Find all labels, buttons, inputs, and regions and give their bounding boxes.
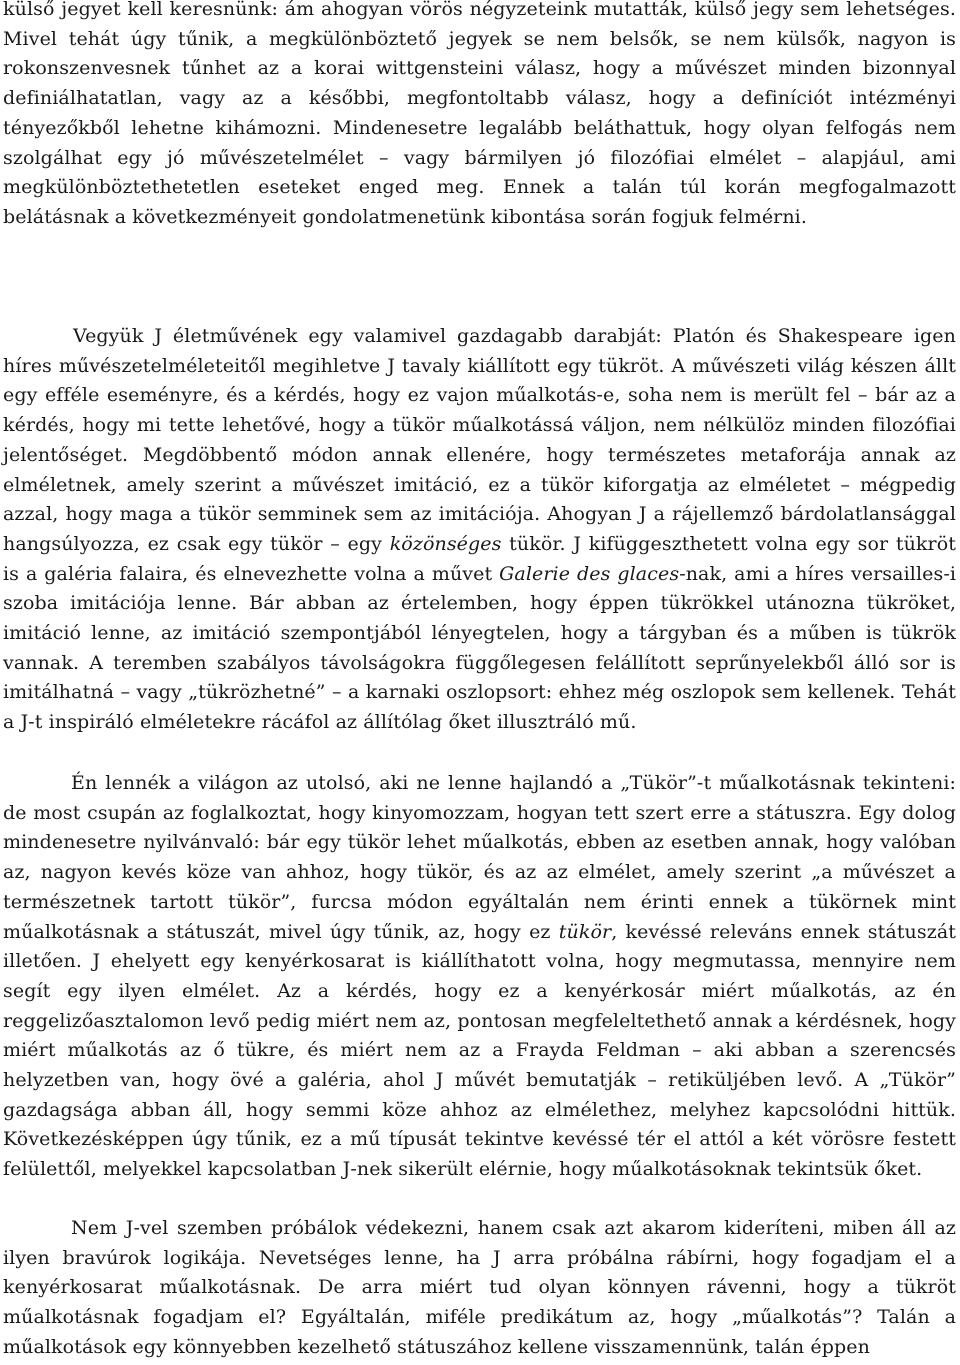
- paragraph-2-text-a: Vegyük J életművének egy valamivel gazdagabb darabját: Platón és Shakespeare igen híres művészetelméleteitől megihletve J tavaly kiállított egy tükröt. A művészeti világ készen állt egy efféle eseményre, és a kérdés, hogy ez vajon műalkotás-e, soha nem is merült fel – bár az a kérdés, hogy mi tette lehetővé, hogy a tükör műalkotássá váljon, nem nélkülöz minden filozófiai jelentőséget. Megdöbbentő módon annak ellenére, hogy természetes metaforája annak az elméletnek, amely szerint a művészet imitáció, ez a tükör kiforgatja az elméletet – mégpedig azzal, hogy maga a tükör semminek sem az imitációja. Ahogyan J a rájellemző bárdolatlansággal hangsúlyozza, ez csak egy tükör – egy: [3, 325, 956, 555]
- paragraph-3-text-b: , kevéssé releváns ennek státuszát illetően. J ehelyett egy kenyérkosarat is kiállíthatott volna, hogy megmutassa, mennyire nem segít egy ilyen elmélet. Az a kérdés, hogy ez a kenyérkosár miért műalkotás, az én reggelizőasztalomon levő pedig miért nem az, pontosan megfeleltethető annak a kérdésnek, hogy miért műalkotás az ő tükre, és miért nem az a Frayda Feldman – aki abban a szerencsés helyzetben van, hogy övé a galéria, ahol J művét bemutatják – retiküljében levő. A „Tükör” gazdagsága abban áll, hogy semmi köze ahhoz az elmélethez, melyhez kapcsolódni hittük. Következésképpen úgy tűnik, ez a mű típusát tekintve kevéssé tér el attól a két vörösre festett felülettől, melyekkel kapcsolatban J-nek sikerült elérnie, hogy műalkotásoknak tekintsük őket.: [3, 920, 957, 1181]
- paragraph-3: [0, 769, 960, 1185]
- paragraph-4: [0, 1214, 960, 1363]
- paragraph-1-text: külső jegyet kell keresnünk: ám ahogyan vörös négyzeteink mutatták, külső jegy sem lehetséges. Mivel tehát úgy tűnik, a megkülönböztető jegyek se nem belsők, se nem külsők, nagyon is rokonszenvesnek tűnhet az a korai wittgensteini válasz, hogy a művészet minden bizonnyal definiálhatatlan, vagy az a későbbi, megfontoltabb válasz, hogy a definíciót intézményi tényezőkből lehetne kihámozni. Mindenesetre legalább beláthattuk, hogy olyan felfogás nem szolgálhat egy jó művészetelmélet – vagy bármilyen jó filozófiai elmélet – alapjául, ami megkülönböztethetetlen eseteket enged meg. Ennek a talán túl korán megfogalmazott belátásnak a következményeit gondolatmenetünk kibontása során fogjuk felmérni.: [3, 0, 956, 228]
- emphasis-kozonseges: közönséges: [389, 532, 502, 555]
- paragraph-2-text-c: -nak, ami a híres versailles-i szoba imitációja lenne. Bár abban az értelemben, hogy éppen tükrökkel utánozna tükröket, imitáció lenne, az imitáció szempontjából lényegtelen, hogy a tárgyban és a műben is tükrök vannak. A teremben szabályos távolságokra függőlegesen felállított seprűnyelekből álló sor is imitálhatná – vagy „tükrözhetné” – a karnaki oszlopsort: ehhez még oszlopok sem kellenek. Tehát a J-t inspiráló elméletekre rácáfol az állítólag őket illusztráló mű.: [3, 562, 957, 734]
- emphasis-galerie-des-glaces: Galerie des glaces: [499, 562, 680, 585]
- paragraph-4-text: Nem J-vel szemben próbálok védekezni, hanem csak azt akarom kideríteni, miben áll az ilyen bravúrok logikája. Nevetséges lenne, ha J arra próbálna rábírni, hogy fogadjam el a kenyérkosarat műalkotásnak. De arra miért tud olyan könnyen rávenni, hogy a tükröt műalkotásnak fogadjam el? Egyáltalán, miféle predikátum az, hogy „műalkotás”? Talán a műalkotások egy könnyebben kezelhető státuszához kellene visszamennünk, talán éppen: [3, 1217, 956, 1358]
- paragraph-2-text-b: tükör. J kifüggeszthetett volna egy sor tükröt is a galéria falaira, és elnevezhette volna a művet: [3, 532, 956, 585]
- paragraph-1: [0, 0, 960, 233]
- paragraph-3-text-a: Én lennék a világon az utolsó, aki ne lenne hajlandó a „Tükör”-t műalkotásnak tekinteni: de most csupán az foglalkoztat, hogy kinyomozzam, hogyan tett szert erre a státuszra. Egy dolog mindenesetre nyilvánvaló: bár egy tükör lehet műalkotás, ebben az esetben annak, hogy valóban az, nagyon kevés köze van ahhoz, hogy tükör, és az az elmélet, amely szerint „a művészet a természetnek tartott tükör”, furcsa módon egyáltalán nem érinti ennek a tükörnek mint műalkotásnak a státuszát, mivel úgy tűnik, az, hogy ez: [3, 772, 956, 943]
- emphasis-tukor: tükör: [558, 920, 612, 943]
- paragraph-2: [0, 322, 960, 738]
